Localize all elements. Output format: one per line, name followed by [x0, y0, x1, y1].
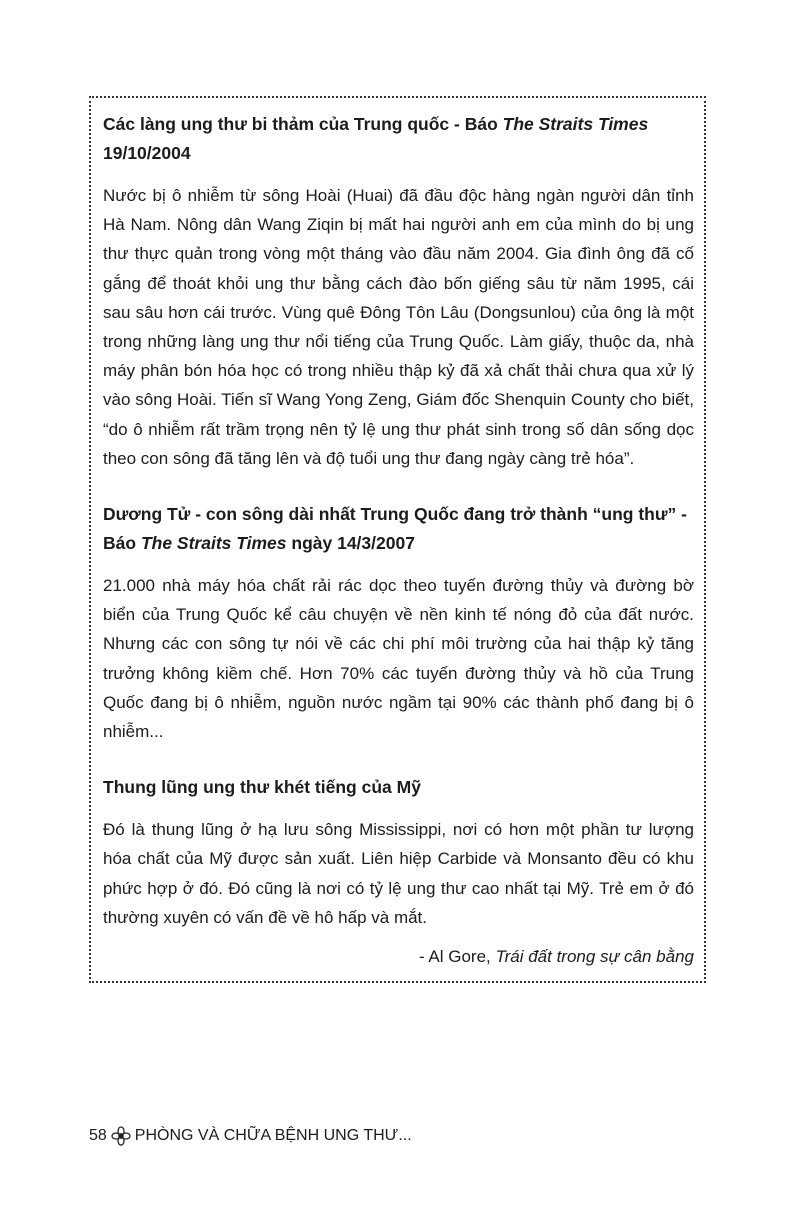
section-2-title-date: ngày 14/3/2007 [286, 533, 415, 554]
quote-box [89, 96, 706, 983]
flower-ornament-icon [111, 1126, 131, 1146]
section-2-title-source: The Straits Times [140, 533, 287, 554]
attribution-author: - Al Gore, [418, 947, 496, 967]
section-2-title-text: Dương Tử - con sông dài nhất Trung Quốc đang trở thành “ung thư” - Báo [103, 504, 687, 554]
section-1-title-source: The Straits Times [502, 114, 649, 134]
section-1 [103, 110, 694, 473]
section-3-body: Đó là thung lũng ở hạ lưu sông Mississippi, nơi có hơn một phần tư lượng hóa chất của Mỹ được sản xuất. Liên hiệp Carbide và Monsanto đều có khu phức hợp ở đó. Đó cũng là nơi có tỷ lệ ung thư cao nhất tại Mỹ. Trẻ em ở đó thường xuyên có vấn đề về hô hấp và mắt. [103, 820, 694, 927]
attribution-work: Trái đất trong sự cân bằng [495, 947, 694, 967]
section-2 [103, 500, 694, 746]
section-1-body: Nước bị ô nhiễm từ sông Hoài (Huai) đã đầu độc hàng ngàn người dân tỉnh Hà Nam. Nông dân Wang Ziqin bị mất hai người anh em của mình do bị ung thư thực quản trong vòng một tháng vào đầu năm 2004. Gia đình ông đã cố gắng để thoát khỏi ung thư bằng cách đào bốn giếng sâu từ năm 1995, cái sau sâu hơn cái trước. Vùng quê Đông Tôn Lâu (Dongsunlou) của ông là một trong những làng ung thư nổi tiếng của Trung Quốc. Làm giấy, thuộc da, nhà máy phân bón hóa học có trong nhiều thập kỷ đã xả chất thải chưa qua xử lý vào sông Hoài. Tiến sĩ Wang Yong Zeng, Giám đốc Shenquin County cho biết, “do ô nhiễm rất trầm trọng nên tỷ lệ ung thư phát sinh trong số dân sống dọc theo con sông đã tăng lên và độ tuổi ung thư đang ngày càng trẻ hóa”. [103, 186, 694, 468]
page-footer [89, 1125, 412, 1147]
attribution [103, 942, 694, 971]
section-3-title-text: Thung lũng ung thư khét tiếng của Mỹ [103, 777, 421, 798]
section-3-title [103, 773, 694, 802]
section-3 [103, 773, 694, 932]
section-2-body: 21.000 nhà máy hóa chất rải rác dọc theo tuyến đường thủy và đường bờ biển của Trung Quốc kể câu chuyện về nền kinh tế nóng đỏ của đất nước. Nhưng các con sông tự nói về các chi phí môi trường của hai thập kỷ tăng trưởng không kiềm chế. Hơn 70% các tuyến đường thủy và hồ của Trung Quốc đang bị ô nhiễm, nguồn nước ngầm tại 90% các thành phố đang bị ô nhiễm... [103, 576, 694, 742]
section-1-title [103, 110, 694, 168]
section-1-title-text: Các làng ung thư bi thảm của Trung quốc - Báo [103, 114, 503, 134]
book-title: PHÒNG VÀ CHỮA BỆNH UNG THƯ... [134, 1127, 412, 1144]
section-2-title [103, 500, 694, 558]
quote-box-content [103, 110, 694, 971]
section-1-title-date: 19/10/2004 [103, 143, 191, 163]
page-number: 58 [89, 1127, 107, 1144]
